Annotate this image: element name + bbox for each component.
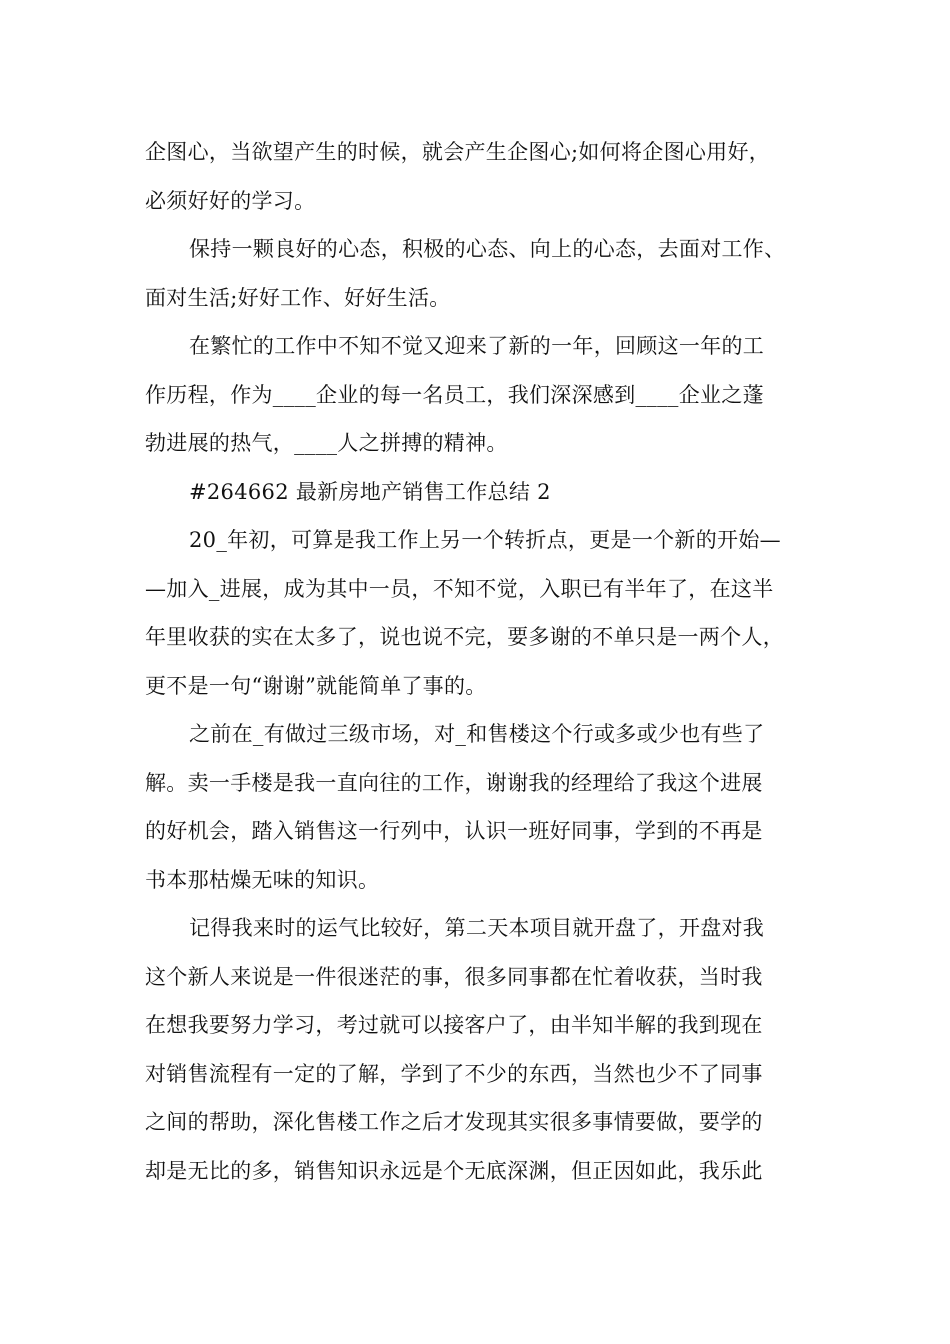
document-body bbox=[145, 128, 810, 1195]
text-line: 企图心，当欲望产生的时候，就会产生企图心;如何将企图心用好， bbox=[145, 140, 771, 164]
text-line: 保持一颗良好的心态，积极的心态、向上的心态，去面对工作、 bbox=[189, 237, 786, 261]
paragraph-6 bbox=[145, 710, 810, 904]
text-line: 在繁忙的工作中不知不觉又迎来了新的一年，回顾这一年的工 bbox=[189, 334, 765, 358]
paragraph-1 bbox=[145, 128, 810, 225]
text-line: 这个新人来说是一件很迷茫的事，很多同事都在忙着收获，当时我 bbox=[145, 964, 763, 989]
text-line: 之间的帮助，深化售楼工作之后才发现其实很多事情要做，要学的 bbox=[145, 1110, 763, 1134]
text-line: 之前在_有做过三级市场，对_和售楼这个行或多或少也有些了 bbox=[189, 722, 765, 746]
text-line: 更不是一句“谢谢”就能简单了事的。 bbox=[145, 673, 487, 698]
text-line: 必须好好的学习。 bbox=[145, 188, 316, 213]
text-line: —加入_进展，成为其中一员，不知不觉，入职已有半年了，在这半 bbox=[145, 576, 774, 601]
text-line: 20_年初，可算是我工作上另一个转折点，更是一个新的开始— bbox=[189, 528, 781, 552]
text-line: 在想我要努力学习，考过就可以接客户了，由半知半解的我到现在 bbox=[145, 1013, 763, 1037]
text-line: 解。卖一手楼是我一直向往的工作，谢谢我的经理给了我这个进展 bbox=[145, 770, 763, 795]
text-line: 面对生活;好好工作、好好生活。 bbox=[145, 285, 451, 310]
text-line: 勃进展的热气，____人之拼搏的精神。 bbox=[145, 431, 508, 455]
text-line: 书本那枯燥无味的知识。 bbox=[145, 867, 380, 892]
text-line: 作历程，作为____企业的每一名员工，我们深深感到____企业之蓬 bbox=[145, 382, 764, 407]
text-line: 的好机会，踏入销售这一行列中，认识一班好同事，学到的不再是 bbox=[145, 819, 763, 843]
text-line: 记得我来时的运气比较好，第二天本项目就开盘了，开盘对我 bbox=[189, 916, 765, 940]
paragraph-7 bbox=[145, 904, 810, 1195]
paragraph-2 bbox=[145, 225, 810, 322]
section-heading bbox=[145, 468, 810, 517]
paragraph-3 bbox=[145, 322, 810, 468]
paragraph-5 bbox=[145, 516, 810, 710]
text-line: 对销售流程有一定的了解，学到了不少的东西，当然也少不了同事 bbox=[145, 1061, 763, 1086]
text-line: 年里收获的实在太多了，说也说不完，要多谢的不单只是一两个人， bbox=[145, 625, 784, 649]
text-line: #264662 最新房地产销售工作总结 2 bbox=[189, 479, 551, 504]
text-line: 却是无比的多，销售知识永远是个无底深渊，但正因如此，我乐此 bbox=[145, 1158, 763, 1183]
